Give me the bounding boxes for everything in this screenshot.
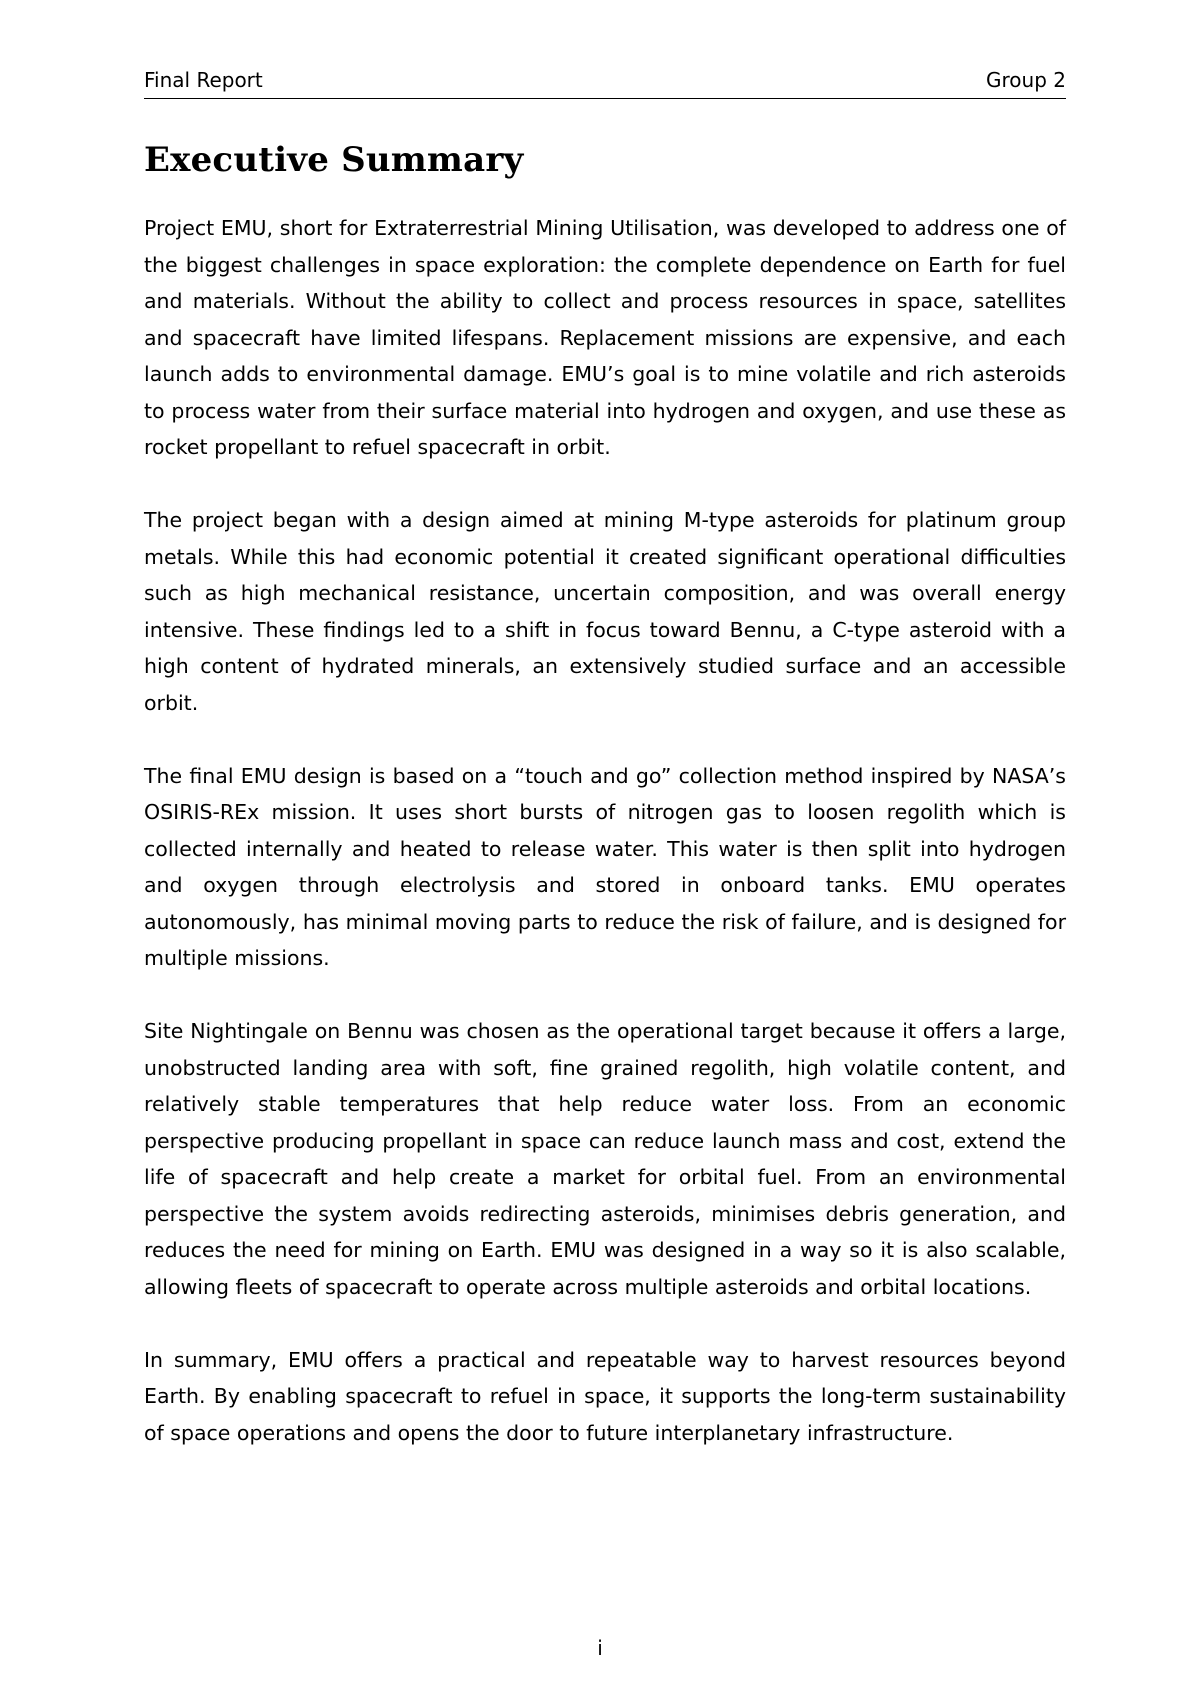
paragraph-introduction: Project EMU, short for Extraterrestrial Mining Utilisation, was developed to address one of the biggest challenges in space exploration: the complete dependence on Earth for fuel and materials. Without the ability to collect and process resources in space, satellites and spacecraft have limited lifespans. Replacement missions are expensive, and each launch adds to environmental damage. EMU’s goal is to mine volatile and rich asteroids to process water from their surface material into hydrogen and oxygen, and use these as rocket propellant to refuel spacecraft in orbit. [144,216,1066,459]
header-group-name: Group 2 [986,68,1066,92]
header-report-title: Final Report [144,68,263,92]
page-number: i [597,1636,603,1660]
paragraph-project-history: The project began with a design aimed at mining M-type asteroids for platinum group metals. While this had economic potential it created significant operational difficulties such as high mechanical resistance, uncertain composition, and was overall energy intensive. These findings led to a shift in focus toward Bennu, a C-type asteroid with a high content of hydrated minerals, an extensively studied surface and an accessible orbit. [144,508,1066,715]
paragraph-summary: In summary, EMU offers a practical and repeatable way to harvest resources beyond Earth. By enabling spacecraft to refuel in space, it supports the long-term sustainability of space operations and opens the door to future interplanetary infrastructure. [144,1347,1066,1445]
running-header [144,68,1066,99]
paragraph-final-design: The final EMU design is based on a “touch and go” collection method inspired by NASA’s OSIRIS-REx mission. It uses short bursts of nitrogen gas to loosen regolith which is collected internally and heated to release water. This water is then split into hydrogen and oxygen through electrolysis and stored in onboard tanks. EMU operates autonomously, has minimal moving parts to reduce the risk of failure, and is designed for multiple missions. [144,763,1066,970]
body-text [144,210,1066,1488]
section-title: Executive Summary [144,140,524,180]
paragraph-site-selection: Site Nightingale on Bennu was chosen as the operational target because it offers a large, unobstructed landing area with soft, fine grained regolith, high volatile content, and relatively stable temperatures that help reduce water loss. From an economic perspective producing propellant in space can reduce launch mass and cost, extend the life of spacecraft and help create a market for orbital fuel. From an environmental perspective the system avoids redirecting asteroids, minimises debris generation, and reduces the need for mining on Earth. EMU was designed in a way so it is also scalable, allowing fleets of spacecraft to operate across multiple asteroids and orbital locations. [144,1019,1066,1299]
